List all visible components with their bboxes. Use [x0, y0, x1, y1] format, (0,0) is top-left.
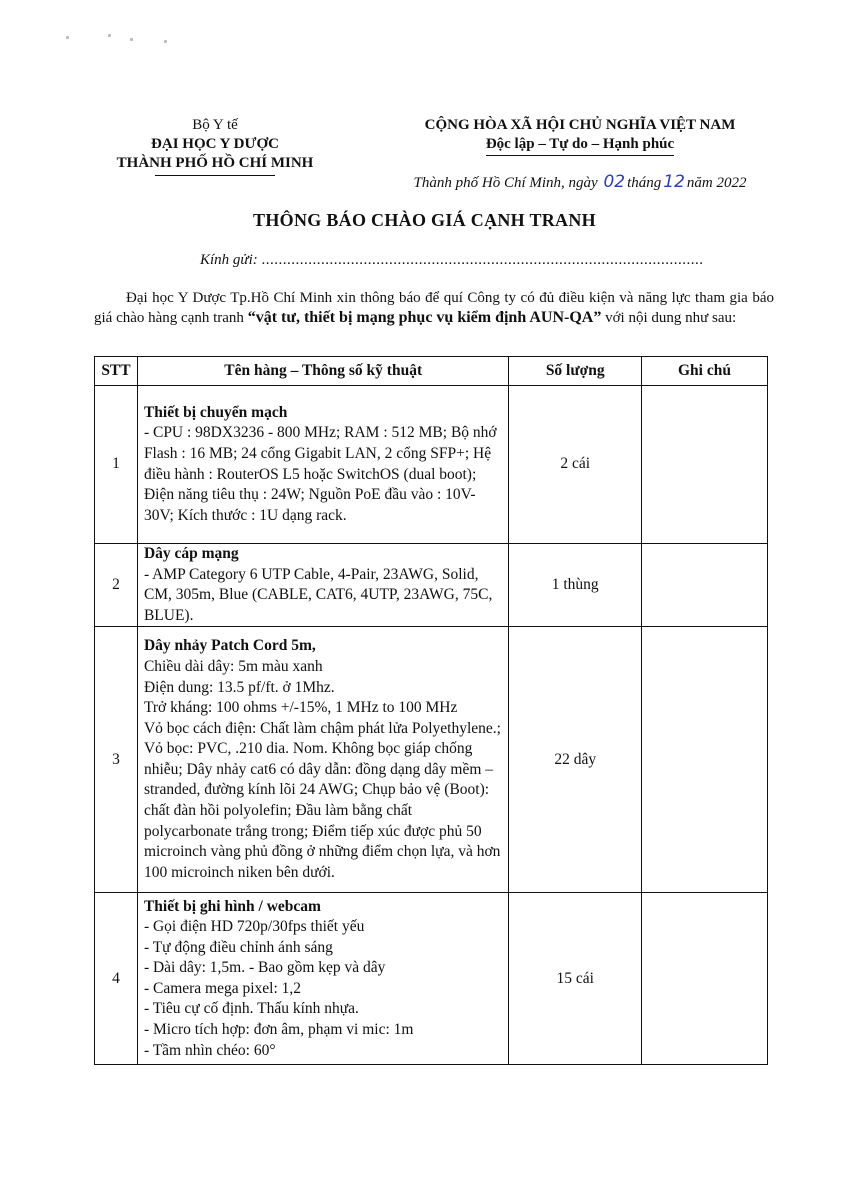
- item-name: Thiết bị chuyển mạch: [143, 403, 288, 421]
- date-month-handwritten: 12: [663, 172, 685, 192]
- national-motto: Độc lập – Tự do – Hạnh phúc: [486, 135, 674, 156]
- item-name: Dây nhảy Patch Cord 5m,: [143, 637, 316, 655]
- date-month-label: tháng: [627, 175, 662, 191]
- row-note: [641, 627, 767, 893]
- table-row: [95, 386, 768, 544]
- scan-speck: [164, 40, 167, 43]
- item-spec-line: - Tiêu cự cố định. Thấu kính nhựa.: [143, 1000, 359, 1018]
- intro-tail: với nội dung như sau:: [601, 310, 737, 326]
- recipient-label: Kính gửi:: [200, 252, 258, 268]
- item-spec-line: - Camera mega pixel: 1,2: [143, 979, 302, 997]
- country-name: CỘNG HÒA XÃ HỘI CHỦ NGHĨA VIỆT NAM: [424, 117, 736, 133]
- table-row: [95, 893, 768, 1065]
- row-quantity: 22 dây: [509, 627, 642, 893]
- row-description: [137, 544, 509, 627]
- intro-paragraph: [94, 288, 774, 328]
- item-spec-line: - Dài dây: 1,5m. - Bao gồm kẹp và dây: [143, 959, 386, 977]
- row-quantity: 15 cái: [509, 893, 642, 1065]
- item-spec-line: Chiều dài dây: 5m màu xanh: [143, 657, 323, 675]
- document-title: THÔNG BÁO CHÀO GIÁ CẠNH TRANH: [253, 210, 596, 230]
- table-row: [95, 544, 768, 627]
- table-header-row: [95, 357, 768, 386]
- row-quantity: 1 thùng: [509, 544, 642, 627]
- scan-speck: [130, 38, 133, 41]
- row-description: [137, 893, 509, 1065]
- recipient-line: [200, 252, 704, 269]
- row-note: [641, 386, 767, 544]
- date-day-handwritten: 02: [603, 172, 626, 192]
- date-year: năm 2022: [686, 175, 747, 191]
- row-stt: 2: [95, 544, 138, 627]
- row-stt: 1: [95, 386, 138, 544]
- item-spec-line: Điện dung: 13.5 pf/ft. ở 1Mhz.: [143, 678, 335, 696]
- header-name-spec: Tên hàng – Thông số kỹ thuật: [137, 357, 509, 386]
- intro-text: Đại học Y Dược Tp.Hồ Chí Minh xin thông báo để quí Công ty có đủ điều kiện và năng lực tham gia báo giá chào hàng cạnh tranh: [94, 290, 774, 326]
- item-spec-line: - Gọi điện HD 720p/30fps thiết yếu: [143, 918, 365, 936]
- recipient-blank: ........................................................................................................: [261, 252, 704, 268]
- table-row: [95, 627, 768, 893]
- university-name: ĐẠI HỌC Y DƯỢC: [151, 136, 279, 152]
- issuing-organization: [80, 116, 350, 176]
- item-spec-line: - AMP Category 6 UTP Cable, 4-Pair, 23AWG, Solid, CM, 305m, Blue (CABLE, CAT6, 4UTP, 23AWG, 75C, BLUE).: [143, 565, 493, 624]
- row-stt: 3: [95, 627, 138, 893]
- ministry-name: Bộ Y tế: [192, 117, 238, 133]
- item-spec-line: - Tầm nhìn chéo: 60°: [143, 1041, 276, 1059]
- row-stt: 4: [95, 893, 138, 1065]
- scan-speck: [66, 36, 69, 39]
- items-table: [94, 356, 768, 1065]
- row-quantity: 2 cái: [509, 386, 642, 544]
- date-prefix: Thành phố Hồ Chí Minh, ngày: [413, 175, 598, 191]
- item-name: Thiết bị ghi hình / webcam: [143, 897, 321, 915]
- national-header: [360, 116, 800, 156]
- item-name: Dây cáp mạng: [143, 545, 239, 562]
- row-note: [641, 893, 767, 1065]
- item-spec-line: - CPU : 98DX3236 - 800 MHz; RAM : 512 MB; Bộ nhớ Flash : 16 MB; 24 cổng Gigabit LAN, 2 cổng SFP+; Hệ điều hành : RouterOS L5 hoặc SwitchOS (dual boot); Điện năng tiêu thụ : 24W; Nguồn PoE đầu vào : 10V-30V; Kích thước : 1U dạng rack.: [143, 424, 497, 524]
- header-note: Ghi chú: [641, 357, 767, 386]
- item-spec-line: Trở kháng: 100 ohms +/-15%, 1 MHz to 100 MHz: [143, 699, 458, 717]
- city-name: THÀNH PHỐ HỒ CHÍ MINH: [116, 155, 314, 171]
- row-description: [137, 386, 509, 544]
- header-quantity: Số lượng: [509, 357, 642, 386]
- scan-speck: [108, 34, 111, 37]
- item-spec-line: - Tự động điều chỉnh ánh sáng: [143, 938, 333, 956]
- header-stt: STT: [95, 357, 138, 386]
- divider: [155, 175, 275, 176]
- dateline: [360, 172, 800, 192]
- row-description: [137, 627, 509, 893]
- row-note: [641, 544, 767, 627]
- intro-highlight: “vật tư, thiết bị mạng phục vụ kiểm định AUN-QA”: [247, 309, 602, 326]
- item-spec-line: Vỏ bọc cách điện: Chất làm chậm phát lửa Polyethylene.; Vỏ bọc: PVC, .210 dia. Nom. Không bọc giáp chống nhiễu; Dây nhảy cat6 có dây dẫn: đồng dạng dây mềm – stranded, đường kính lõi 24 AWG; Chụp bảo vệ (Boot): chất đàn hồi polyolefin; Đầu làm bằng chất polycarbonate trắng trong; Điểm tiếp xúc được phủ 50 microinch vàng phủ đồng ở những điểm chọn lựa, và hơn 100 microinch niken bên dưới.: [143, 719, 501, 881]
- item-spec-line: - Micro tích hợp: đơn âm, phạm vi mic: 1m: [143, 1021, 414, 1039]
